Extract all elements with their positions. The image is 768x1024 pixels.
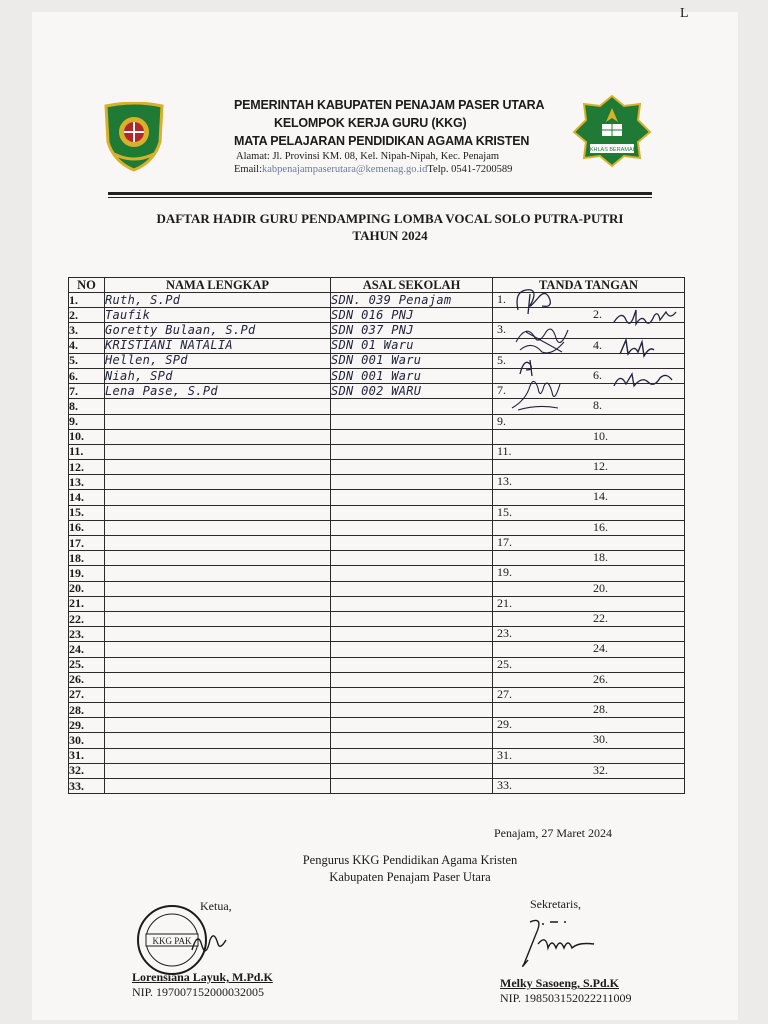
row-number: 17. <box>69 536 105 551</box>
row-signature-cell <box>493 611 685 626</box>
signature-number: 3. <box>497 322 506 337</box>
signature-number: 27. <box>497 687 512 701</box>
row-number: 7. <box>69 384 105 399</box>
row-signature-cell <box>493 779 685 794</box>
document-title <box>60 210 720 244</box>
row-signature-cell <box>493 444 685 459</box>
phone-number: Telp. 0541-7200589 <box>427 164 513 175</box>
letterhead-contact <box>180 163 600 176</box>
row-school: SDN 01 Waru <box>331 338 493 353</box>
row-school <box>331 718 493 733</box>
svg-text:IKHLAS BERAMAL: IKHLAS BERAMAL <box>588 147 636 153</box>
table-row <box>69 399 685 414</box>
signature-2 <box>612 306 680 328</box>
signature-number: 29. <box>497 717 512 732</box>
row-number: 28. <box>69 703 105 718</box>
row-signature-cell <box>493 763 685 778</box>
row-number: 31. <box>69 748 105 763</box>
signature-number: 1. <box>497 292 506 306</box>
table-row <box>69 460 685 475</box>
row-name <box>105 399 331 414</box>
signature-number: 23. <box>497 626 512 641</box>
letterhead-rule-thick <box>108 192 652 195</box>
table-row <box>69 490 685 505</box>
row-name: Niah, SPd <box>105 368 331 383</box>
letterhead-line2: KELOMPOK KERJA GURU (KKG) <box>274 116 467 130</box>
letterhead-rule-thin <box>108 197 652 198</box>
table-row <box>69 657 685 672</box>
signature-number: 2. <box>593 307 602 322</box>
row-number: 14. <box>69 490 105 505</box>
row-name <box>105 490 331 505</box>
regency-crest-logo <box>102 102 166 172</box>
signature-number: 14. <box>593 489 608 504</box>
row-school <box>331 687 493 702</box>
letterhead-line1: PEMERINTAH KABUPATEN PENAJAM PASER UTARA <box>234 98 545 112</box>
row-school <box>331 748 493 763</box>
row-school: SDN 037 PNJ <box>331 323 493 338</box>
row-number: 6. <box>69 368 105 383</box>
row-signature-cell <box>493 429 685 444</box>
row-school <box>331 444 493 459</box>
row-school <box>331 779 493 794</box>
signature-number: 24. <box>593 641 608 656</box>
signature-number: 4. <box>593 338 602 352</box>
row-number: 13. <box>69 475 105 490</box>
row-signature-cell <box>493 642 685 657</box>
signature-7 <box>508 374 564 414</box>
row-signature-cell <box>493 581 685 596</box>
table-row <box>69 323 685 338</box>
row-name: Lena Pase, S.Pd <box>105 384 331 399</box>
row-school: SDN 002 WARU <box>331 384 493 399</box>
table-row <box>69 368 685 383</box>
row-number: 22. <box>69 611 105 626</box>
row-name <box>105 505 331 520</box>
row-school <box>331 520 493 535</box>
row-number: 29. <box>69 718 105 733</box>
signature-number: 32. <box>593 763 608 777</box>
row-number: 33. <box>69 779 105 794</box>
table-row <box>69 566 685 581</box>
row-name <box>105 779 331 794</box>
official-stamp <box>132 900 228 980</box>
signature-number: 21. <box>497 596 512 610</box>
row-signature-cell <box>493 475 685 490</box>
row-name: Ruth, S.Pd <box>105 293 331 308</box>
row-school <box>331 763 493 778</box>
row-school <box>331 536 493 551</box>
signature-1 <box>508 284 560 318</box>
ketua-name: Lorensiana Layuk, M.Pd.K <box>132 970 273 984</box>
row-school <box>331 733 493 748</box>
row-signature-cell <box>493 566 685 581</box>
row-number: 3. <box>69 323 105 338</box>
row-number: 10. <box>69 429 105 444</box>
row-school <box>331 399 493 414</box>
row-school: SDN. 039 Penajam <box>331 293 493 308</box>
table-row <box>69 611 685 626</box>
row-name <box>105 763 331 778</box>
signature-number: 15. <box>497 505 512 519</box>
row-name <box>105 703 331 718</box>
row-name <box>105 581 331 596</box>
signature-number: 8. <box>593 398 602 413</box>
sekretaris-label: Sekretaris, <box>530 897 581 911</box>
header-no: NO <box>69 278 105 293</box>
signature-number: 22. <box>593 611 608 625</box>
row-name: Hellen, SPd <box>105 353 331 368</box>
committee-block <box>220 852 600 886</box>
row-name <box>105 566 331 581</box>
row-number: 19. <box>69 566 105 581</box>
signature-number: 7. <box>497 383 506 398</box>
row-number: 11. <box>69 444 105 459</box>
table-row <box>69 429 685 444</box>
signature-number: 30. <box>593 732 608 747</box>
title-line2: TAHUN 2024 <box>352 228 428 243</box>
row-name <box>105 642 331 657</box>
row-signature-cell <box>493 490 685 505</box>
signature-3 <box>512 322 576 358</box>
row-number: 8. <box>69 399 105 414</box>
row-signature-cell <box>493 627 685 642</box>
row-number: 20. <box>69 581 105 596</box>
signature-4 <box>616 336 656 360</box>
place-date: Penajam, 27 Maret 2024 <box>494 826 612 840</box>
row-school <box>331 460 493 475</box>
row-number: 15. <box>69 505 105 520</box>
row-name <box>105 657 331 672</box>
row-signature-cell <box>493 505 685 520</box>
sekretaris-nip: NIP. 198503152022211009 <box>500 991 632 1005</box>
row-school <box>331 627 493 642</box>
row-signature-cell <box>493 733 685 748</box>
row-signature-cell <box>493 672 685 687</box>
row-name <box>105 475 331 490</box>
attendance-table <box>68 277 685 794</box>
table-row <box>69 779 685 794</box>
signature-number: 20. <box>593 581 608 595</box>
row-name: Goretty Bulaan, S.Pd <box>105 323 331 338</box>
signature-number: 33. <box>497 778 512 792</box>
row-name <box>105 429 331 444</box>
email-label: Email: <box>234 164 262 175</box>
email-link[interactable]: kabpenajampaserutara@kemenag.go.id <box>262 164 428 175</box>
table-row <box>69 475 685 490</box>
row-number: 4. <box>69 338 105 353</box>
letterhead-address: Alamat: Jl. Provinsi KM. 08, Kel. Nipah-Nipah, Kec. Penajam <box>236 151 500 162</box>
row-name <box>105 611 331 626</box>
committee-line1: Pengurus KKG Pendidikan Agama Kristen <box>302 853 518 867</box>
ketua-label: Ketua, <box>200 899 232 913</box>
table-row <box>69 748 685 763</box>
header-school: ASAL SEKOLAH <box>331 278 493 293</box>
row-name <box>105 551 331 566</box>
row-name: Taufik <box>105 308 331 323</box>
row-school <box>331 475 493 490</box>
table-row <box>69 444 685 459</box>
corner-mark: L <box>680 6 689 21</box>
row-signature-cell <box>493 414 685 429</box>
table-row <box>69 733 685 748</box>
row-school <box>331 642 493 657</box>
row-name <box>105 520 331 535</box>
row-signature-cell <box>493 718 685 733</box>
row-number: 2. <box>69 308 105 323</box>
signature-number: 16. <box>593 520 608 534</box>
sekretaris-name: Melky Sasoeng, S.Pd.K <box>500 976 620 990</box>
table-row <box>69 703 685 718</box>
row-number: 26. <box>69 672 105 687</box>
signature-number: 10. <box>593 429 608 443</box>
row-name <box>105 718 331 733</box>
row-number: 32. <box>69 763 105 778</box>
row-name <box>105 414 331 429</box>
row-number: 16. <box>69 520 105 535</box>
letterhead-line3: MATA PELAJARAN PENDIDIKAN AGAMA KRISTEN <box>234 134 530 148</box>
row-school <box>331 505 493 520</box>
signature-number: 12. <box>593 459 608 474</box>
row-signature-cell <box>493 687 685 702</box>
row-number: 24. <box>69 642 105 657</box>
row-name <box>105 596 331 611</box>
row-school: SDN 016 PNJ <box>331 308 493 323</box>
row-number: 9. <box>69 414 105 429</box>
table-row <box>69 505 685 520</box>
signature-number: 18. <box>593 550 608 565</box>
signature-number: 28. <box>593 702 608 717</box>
row-school <box>331 657 493 672</box>
table-row <box>69 384 685 399</box>
row-school <box>331 672 493 687</box>
row-signature-cell <box>493 536 685 551</box>
row-school <box>331 566 493 581</box>
row-school <box>331 490 493 505</box>
row-school <box>331 611 493 626</box>
table-row <box>69 763 685 778</box>
row-school: SDN 001 Waru <box>331 353 493 368</box>
table-row <box>69 642 685 657</box>
row-number: 21. <box>69 596 105 611</box>
secretary-signature <box>514 914 604 972</box>
row-signature-cell <box>493 748 685 763</box>
signature-6 <box>612 370 674 390</box>
row-signature-cell <box>493 596 685 611</box>
row-school <box>331 429 493 444</box>
row-number: 18. <box>69 551 105 566</box>
row-school <box>331 703 493 718</box>
row-signature-cell <box>493 703 685 718</box>
row-number: 12. <box>69 460 105 475</box>
header-name: NAMA LENGKAP <box>105 278 331 293</box>
signature-number: 6. <box>593 368 602 382</box>
row-name <box>105 627 331 642</box>
table-row <box>69 338 685 353</box>
title-line1: DAFTAR HADIR GURU PENDAMPING LOMBA VOCAL SOLO PUTRA-PUTRI <box>156 211 624 226</box>
row-signature-cell <box>493 657 685 672</box>
row-signature-cell <box>493 520 685 535</box>
signature-number: 5. <box>497 353 506 367</box>
row-number: 25. <box>69 657 105 672</box>
signature-number: 31. <box>497 748 512 762</box>
table-row <box>69 353 685 368</box>
row-signature-cell <box>493 460 685 475</box>
table-row <box>69 308 685 323</box>
row-name <box>105 460 331 475</box>
row-school <box>331 414 493 429</box>
svg-text:KKG PAK: KKG PAK <box>152 936 192 946</box>
ketua-nip: NIP. 197007152000032005 <box>132 985 265 999</box>
signature-number: 11. <box>497 444 512 458</box>
row-school <box>331 551 493 566</box>
table-row <box>69 536 685 551</box>
row-name <box>105 536 331 551</box>
signature-number: 19. <box>497 565 512 580</box>
table-row <box>69 687 685 702</box>
row-school: SDN 001 Waru <box>331 368 493 383</box>
row-school <box>331 596 493 611</box>
row-number: 27. <box>69 687 105 702</box>
committee-line2: Kabupaten Penajam Paser Utara <box>329 870 491 884</box>
row-name <box>105 733 331 748</box>
table-row <box>69 627 685 642</box>
row-name <box>105 687 331 702</box>
table-row <box>69 718 685 733</box>
letterhead <box>180 96 600 176</box>
table-row <box>69 672 685 687</box>
header-signature: TANDA TANGAN <box>493 278 685 293</box>
row-name: KRISTIANI NATALIA <box>105 338 331 353</box>
table-row <box>69 293 685 308</box>
row-number: 23. <box>69 627 105 642</box>
row-number: 30. <box>69 733 105 748</box>
table-row <box>69 414 685 429</box>
table-row <box>69 581 685 596</box>
row-school <box>331 581 493 596</box>
signature-number: 9. <box>497 414 506 428</box>
row-number: 1. <box>69 293 105 308</box>
table-row <box>69 596 685 611</box>
row-number: 5. <box>69 353 105 368</box>
row-name <box>105 748 331 763</box>
table-header-row <box>69 278 685 293</box>
row-name <box>105 672 331 687</box>
table-row <box>69 551 685 566</box>
signature-number: 25. <box>497 657 512 671</box>
signature-number: 26. <box>593 672 608 686</box>
signature-number: 17. <box>497 535 512 549</box>
row-name <box>105 444 331 459</box>
table-row <box>69 520 685 535</box>
row-signature-cell <box>493 551 685 566</box>
signature-number: 13. <box>497 474 512 489</box>
